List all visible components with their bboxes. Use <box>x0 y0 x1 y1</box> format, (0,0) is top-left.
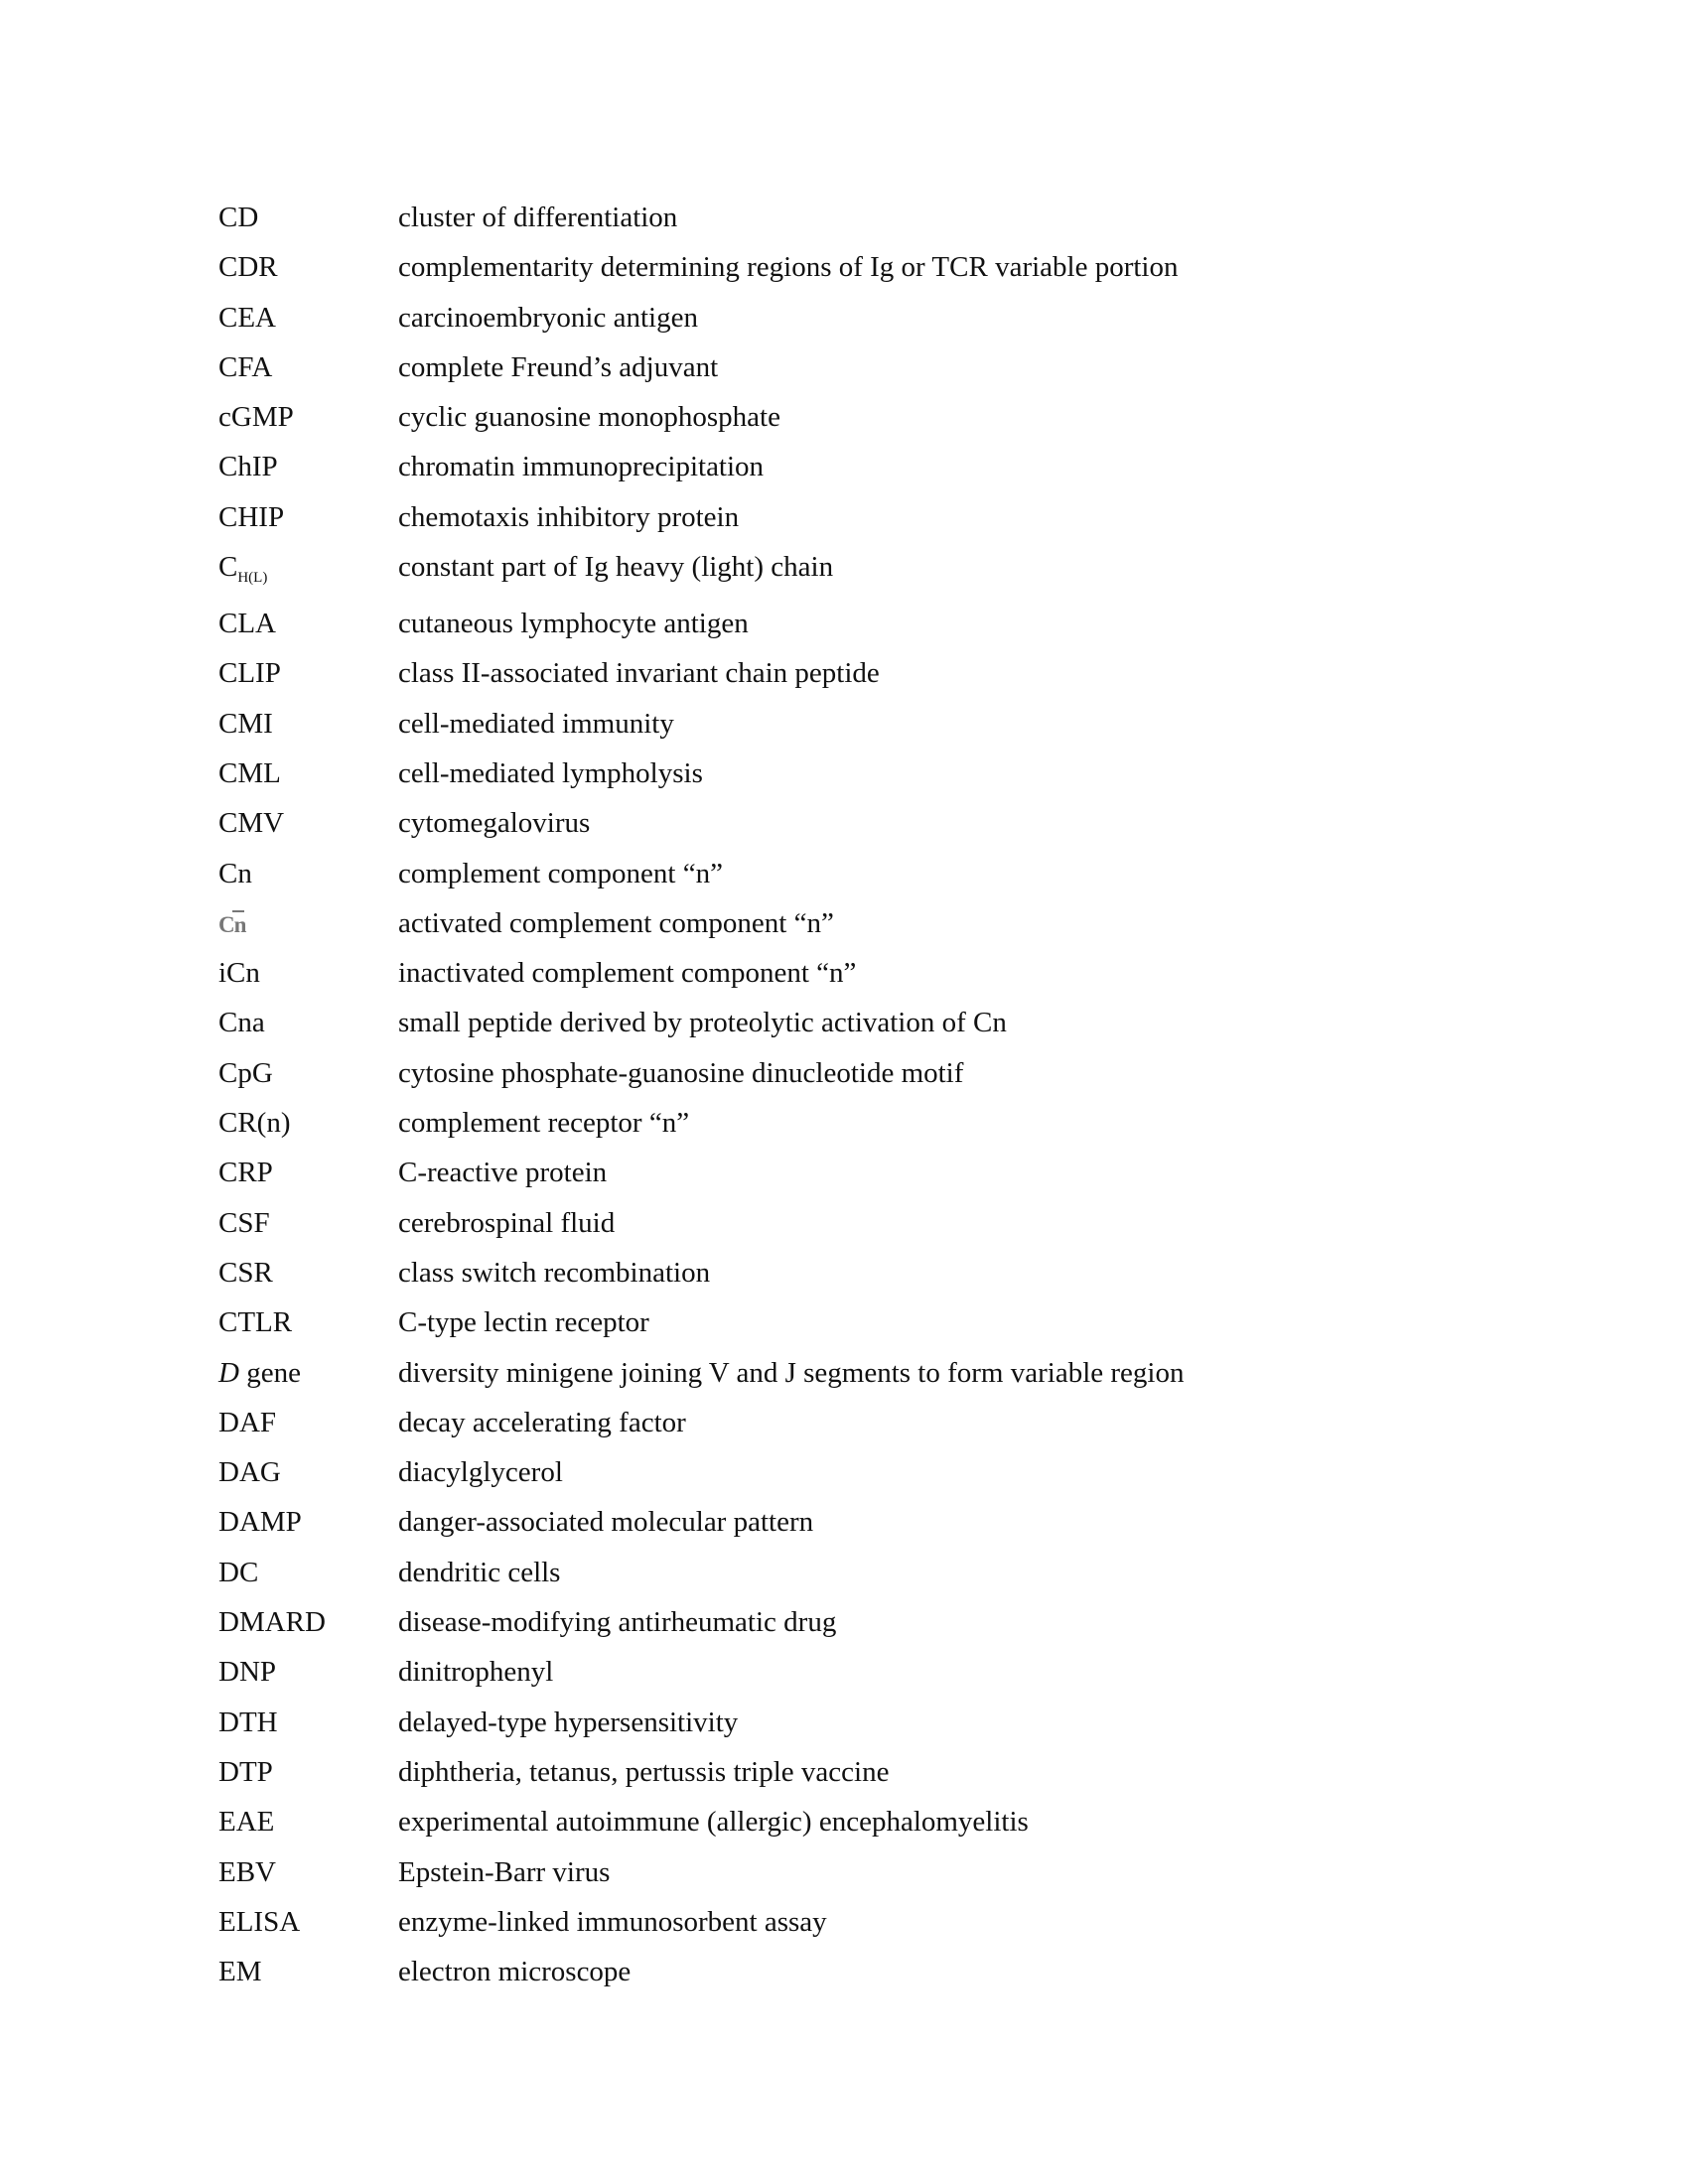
definition: cytosine phosphate-guanosine dinucleotide motif <box>398 1056 964 1089</box>
list-item <box>218 749 1509 798</box>
definition: carcinoembryonic antigen <box>398 301 698 334</box>
abbreviation: EBV <box>218 1855 276 1888</box>
definition: Epstein-Barr virus <box>398 1855 611 1888</box>
abbreviation: CMI <box>218 707 273 740</box>
definition: cutaneous lymphocyte antigen <box>398 608 749 640</box>
list-item <box>218 1747 1509 1797</box>
abbreviation: Cna <box>218 1007 265 1039</box>
list-item <box>218 1297 1509 1347</box>
abbreviation: EM <box>218 1956 262 1988</box>
definition: cyclic guanosine monophosphate <box>398 401 780 434</box>
definition: electron microscope <box>398 1956 632 1988</box>
definition: delayed-type hypersensitivity <box>398 1706 739 1738</box>
list-item <box>218 699 1509 749</box>
abbreviation: DAG <box>218 1456 281 1489</box>
activated-component-symbol <box>218 900 245 950</box>
abbreviation <box>218 1348 398 1398</box>
definition: class II-associated invariant chain peptide <box>398 657 880 690</box>
definition: cell-mediated immunity <box>398 707 674 740</box>
definition: small peptide derived by proteolytic activation of Cn <box>398 1007 1007 1039</box>
list-item <box>218 1797 1509 1846</box>
list-item <box>218 542 1509 599</box>
abbreviation: cGMP <box>218 401 294 434</box>
definition: complete Freund’s adjuvant <box>398 350 719 383</box>
abbreviation: DTH <box>218 1706 278 1738</box>
abbreviation: CMV <box>218 807 285 840</box>
definition: decay accelerating factor <box>398 1406 686 1438</box>
list-item <box>218 1548 1509 1597</box>
abbreviation: ChIP <box>218 451 278 483</box>
abbreviation: EAE <box>218 1806 275 1839</box>
list-item <box>218 1198 1509 1248</box>
list-item <box>218 1048 1509 1098</box>
definition: dendritic cells <box>398 1556 561 1588</box>
definition: complement receptor “n” <box>398 1107 690 1140</box>
definition: cluster of differentiation <box>398 202 678 233</box>
list-item <box>218 948 1509 998</box>
list-item <box>218 1597 1509 1647</box>
definition: chemotaxis inhibitory protein <box>398 500 740 533</box>
activated-component-text: Cn <box>218 911 246 937</box>
abbreviation: DNP <box>218 1656 277 1689</box>
abbreviation: DAF <box>218 1406 277 1438</box>
list-item <box>218 998 1509 1047</box>
list-item <box>218 798 1509 848</box>
abbreviation-rest: gene <box>238 1356 301 1389</box>
definition: diphtheria, tetanus, pertussis triple vaccine <box>398 1755 890 1788</box>
abbreviation: CLIP <box>218 657 281 690</box>
definition: diversity minigene joining V and J segments to form variable region <box>398 1356 1185 1389</box>
list-item <box>218 1897 1509 1947</box>
list-item <box>218 1398 1509 1447</box>
list-item <box>218 242 1509 292</box>
abbreviation: DC <box>218 1556 259 1588</box>
abbreviation-subscript: H(L) <box>237 570 268 587</box>
list-item <box>218 898 1509 948</box>
abbreviation: CpG <box>218 1056 273 1089</box>
list-item <box>218 392 1509 442</box>
abbreviation: DTP <box>218 1755 273 1788</box>
abbreviation: DAMP <box>218 1506 302 1539</box>
list-item <box>218 193 1509 242</box>
abbreviation-main: C <box>218 551 238 584</box>
abbreviation <box>218 898 398 950</box>
abbreviation-italic: D <box>218 1356 239 1389</box>
list-item <box>218 1447 1509 1497</box>
definition: complement component “n” <box>398 857 723 889</box>
definition: cerebrospinal fluid <box>398 1206 616 1239</box>
definition: C-type lectin receptor <box>398 1306 649 1339</box>
list-item <box>218 293 1509 342</box>
definition: dinitrophenyl <box>398 1656 554 1689</box>
definition: constant part of Ig heavy (light) chain <box>398 551 834 584</box>
abbreviation: ELISA <box>218 1905 301 1938</box>
abbreviation: CEA <box>218 301 276 334</box>
definition: C-reactive protein <box>398 1157 608 1189</box>
list-item <box>218 1698 1509 1747</box>
definition: disease-modifying antirheumatic drug <box>398 1606 837 1639</box>
abbreviation: CR(n) <box>218 1107 291 1140</box>
abbreviation: CSF <box>218 1206 270 1239</box>
definition: inactivated complement component “n” <box>398 957 857 990</box>
abbreviation: CFA <box>218 350 273 383</box>
abbreviation: CSR <box>218 1256 273 1289</box>
abbreviation: CD <box>218 202 259 233</box>
abbreviation: CDR <box>218 251 278 284</box>
abbreviation: iCn <box>218 957 260 990</box>
abbreviation: CRP <box>218 1157 273 1189</box>
abbreviation: CLA <box>218 608 276 640</box>
definition: class switch recombination <box>398 1256 711 1289</box>
definition: complementarity determining regions of Ig or TCR variable portion <box>398 251 1179 284</box>
abbreviation: Cn <box>218 857 252 889</box>
list-item <box>218 492 1509 542</box>
abbreviation: CTLR <box>218 1306 293 1339</box>
list-item <box>218 648 1509 698</box>
overbar <box>232 910 244 912</box>
abbreviation: DMARD <box>218 1606 326 1639</box>
list-item <box>218 849 1509 898</box>
list-item <box>218 342 1509 392</box>
list-item <box>218 1248 1509 1297</box>
definition: diacylglycerol <box>398 1456 563 1489</box>
abbreviation-list <box>218 193 1509 1996</box>
definition: danger-associated molecular pattern <box>398 1506 814 1539</box>
definition: cell-mediated lympholysis <box>398 756 703 789</box>
definition: enzyme-linked immunosorbent assay <box>398 1905 827 1938</box>
list-item <box>218 1098 1509 1148</box>
definition: chromatin immunoprecipitation <box>398 451 765 483</box>
list-item <box>218 1947 1509 1996</box>
list-item <box>218 442 1509 491</box>
list-item <box>218 1847 1509 1897</box>
list-item <box>218 1148 1509 1197</box>
definition: cytomegalovirus <box>398 807 591 840</box>
abbreviation: CML <box>218 756 281 789</box>
list-item <box>218 1647 1509 1697</box>
definition: activated complement component “n” <box>398 906 834 939</box>
list-item <box>218 1497 1509 1547</box>
abbreviation: CHIP <box>218 500 285 533</box>
list-item <box>218 599 1509 648</box>
abbreviation <box>218 542 398 603</box>
definition: experimental autoimmune (allergic) encephalomyelitis <box>398 1806 1029 1839</box>
list-item <box>218 1348 1509 1398</box>
